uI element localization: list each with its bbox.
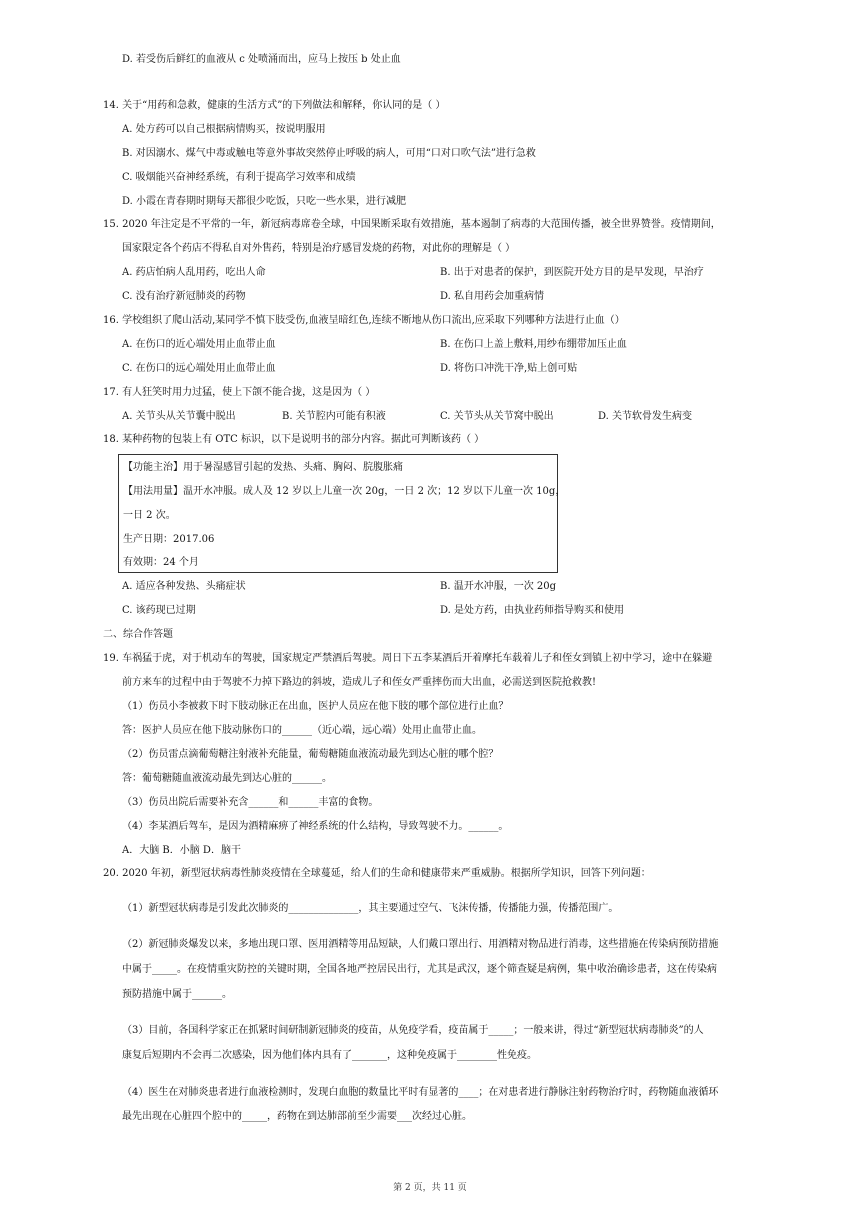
q15-stem-line2: 国家限定各个药店不得私自对外售药，特别是治疗感冒发烧的药物，对此你的理解是（ ） bbox=[122, 243, 516, 254]
q17-option-d: D. 关节软骨发生病变 bbox=[598, 411, 693, 422]
q15-option-d: D. 私自用药会加重病情 bbox=[440, 291, 545, 302]
drug-label-dosage-cont: 一日 2 次。 bbox=[123, 510, 176, 521]
q20-part3-line2: 康复后短期内不会再二次感染，因为他们体内具有了_______，这种免疫属于________性免疫。 bbox=[122, 1050, 537, 1061]
q17-option-c: C. 关节头从关节窝中脱出 bbox=[440, 411, 554, 422]
q20-part2-line3: 预防措施中属于______。 bbox=[122, 989, 232, 1000]
q18-option-c: C. 该药现已过期 bbox=[122, 605, 196, 616]
q16-stem: 16. 学校组织了爬山活动,某同学不慎下肢受伤,血液呈暗红色,连续不断地从伤口流出,应采取下列哪种方法进行止血（） bbox=[103, 315, 625, 326]
q19-answer2: 答：葡萄糖随血液流动最先到达心脏的______。 bbox=[122, 773, 332, 784]
q18-option-a: A. 适应各种发热、头痛症状 bbox=[122, 581, 246, 592]
q17-option-a: A. 关节头从关节囊中脱出 bbox=[122, 411, 236, 422]
q13-option-d: D. 若受伤后鲜红的血液从 c 处喷涌而出，应马上按压 b 处止血 bbox=[122, 54, 401, 65]
q16-option-a: A. 在伤口的近心端处用止血带止血 bbox=[122, 339, 276, 350]
q16-option-d: D. 将伤口冲洗干净,贴上创可贴 bbox=[440, 363, 578, 374]
q19-part4: （4）李某酒后驾车，是因为酒精麻痹了神经系统的什么结构，导致驾驶不力。______。 bbox=[122, 821, 509, 832]
q20-part2-line1: （2）新冠肺炎爆发以来，多地出现口罩、医用酒精等用品短缺，人们戴口罩出行、用酒精对物品进行消毒，这些措施在传染病预防措施 bbox=[122, 939, 719, 950]
q20-part4-line1: （4）医生在对肺炎患者进行血液检测时，发现白血胞的数量比平时有显著的____；在对患者进行静脉注射药物治疗时，药物随血液循环 bbox=[122, 1087, 719, 1098]
q14-option-b: B. 对因溺水、煤气中毒或触电等意外事故突然停止呼吸的病人，可用“口对口吹气法”进行急救 bbox=[122, 148, 536, 159]
q19-part4-options: A．大脑 B．小脑 D．脑干 bbox=[122, 845, 241, 856]
section-heading: 二、综合作答题 bbox=[103, 629, 173, 640]
q19-answer1: 答：医护人员应在他下肢动脉伤口的______（近心端，远心端）处用止血带止血。 bbox=[122, 725, 482, 736]
q20-stem: 20. 2020 年初，新型冠状病毒性肺炎疫情在全球蔓延，给人们的生命和健康带来严重威胁。根据所学知识，回答下列问题： bbox=[103, 868, 651, 879]
q19-part1: （1）伤员小李被救下时下肢动脉正在出血，医护人员应在他下肢的哪个部位进行止血？ bbox=[122, 701, 509, 712]
q20-part4-line2: 最先出现在心脏四个腔中的_____，药物在到达肺部前至少需要___次经过心脏。 bbox=[122, 1111, 472, 1122]
q16-option-b: B. 在伤口上盖上敷料,用纱布绷带加压止血 bbox=[440, 339, 627, 350]
q19-stem-line1: 19. 车祸猛于虎，对于机动车的驾驶，国家规定严禁酒后驾驶。周日下五李某酒后开着摩托车载着儿子和侄女到镇上初中学习，途中在躲避 bbox=[103, 653, 713, 664]
q14-option-c: C. 吸烟能兴奋神经系统，有利于提高学习效率和成绩 bbox=[122, 172, 356, 183]
q17-stem: 17. 有人狂笑时用力过猛，使上下颌不能合拢，这是因为（ ） bbox=[103, 387, 376, 398]
drug-label-production-date: 生产日期：2017.06 bbox=[123, 534, 215, 545]
q18-option-b: B. 温开水冲服，一次 20g bbox=[440, 581, 557, 592]
q20-part2-line2: 中属于_____。在疫情重灾防控的关键时期，全国各地严控居民出行，尤其是武汉，逐个筛查疑是病例，集中收治确诊患者，这在传染病 bbox=[122, 964, 717, 975]
q18-stem: 18. 某种药物的包装上有 OTC 标识，以下是说明书的部分内容。据此可判断该药（ ） bbox=[103, 434, 485, 445]
page-number: 第 2 页，共 11 页 bbox=[393, 1183, 467, 1193]
q14-stem: 14. 关于“用药和急救，健康的生活方式”的下列做法和解释，你认同的是（ ） bbox=[103, 100, 446, 111]
drug-label-indication: 【功能主治】用于暑湿感冒引起的发热、头痛、胸闷、脘腹胀痛 bbox=[123, 462, 403, 473]
q19-part3: （3）伤员出院后需要补充含______和______丰富的食物。 bbox=[122, 797, 379, 808]
q19-stem-line2: 前方来车的过程中由于驾驶不力掉下路边的斜坡，造成儿子和侄女严重摔伤而大出血，必需送到医院抢救教! bbox=[122, 677, 597, 688]
q14-option-a: A. 处方药可以自己根据病情购买，按说明服用 bbox=[122, 124, 326, 135]
q14-option-d: D. 小霞在青春期时期每天都很少吃饭，只吃一些水果，进行减肥 bbox=[122, 196, 407, 207]
q20-part1: （1）新型冠状病毒是引发此次肺炎的______________，其主要通过空气、飞沫传播，传播能力强，传播范围广。 bbox=[122, 903, 619, 914]
q16-option-c: C. 在伤口的远心端处用止血带止血 bbox=[122, 363, 276, 374]
q15-stem-line1: 15. 2020 年注定是不平常的一年，新冠病毒席卷全球，中国果断采取有效措施，基本遏制了病毒的大范围传播，被全世界赞誉。疫情期间， bbox=[103, 219, 721, 230]
q19-part2: （2）伤员雷点滴葡萄糖注射液补充能量，葡萄糖随血液流动最先到达心脏的哪个腔？ bbox=[122, 749, 499, 760]
q15-option-b: B. 出于对患者的保护，到医院开处方目的是早发现，早治疗 bbox=[440, 267, 704, 278]
q15-option-c: C. 没有治疗新冠肺炎的药物 bbox=[122, 291, 246, 302]
q18-option-d: D. 是处方药，由执业药师指导购买和使用 bbox=[440, 605, 625, 616]
q15-option-a: A. 药店怕病人乱用药，吃出人命 bbox=[122, 267, 266, 278]
q20-part3-line1: （3）目前，各国科学家正在抓紧时间研制新冠肺炎的疫苗，从免疫学看，疫苗属于_____；一般来讲，得过“新型冠状病毒肺炎”的人 bbox=[122, 1025, 704, 1036]
q17-option-b: B. 关节腔内可能有积液 bbox=[282, 411, 386, 422]
drug-label-validity: 有效期：24 个月 bbox=[123, 557, 199, 568]
drug-label-dosage: 【用法用量】温开水冲服。成人及 12 岁以上儿童一次 20g，一日 2 次；12 岁以下儿童一次 10g， bbox=[123, 486, 566, 497]
drug-label-box bbox=[118, 454, 566, 573]
